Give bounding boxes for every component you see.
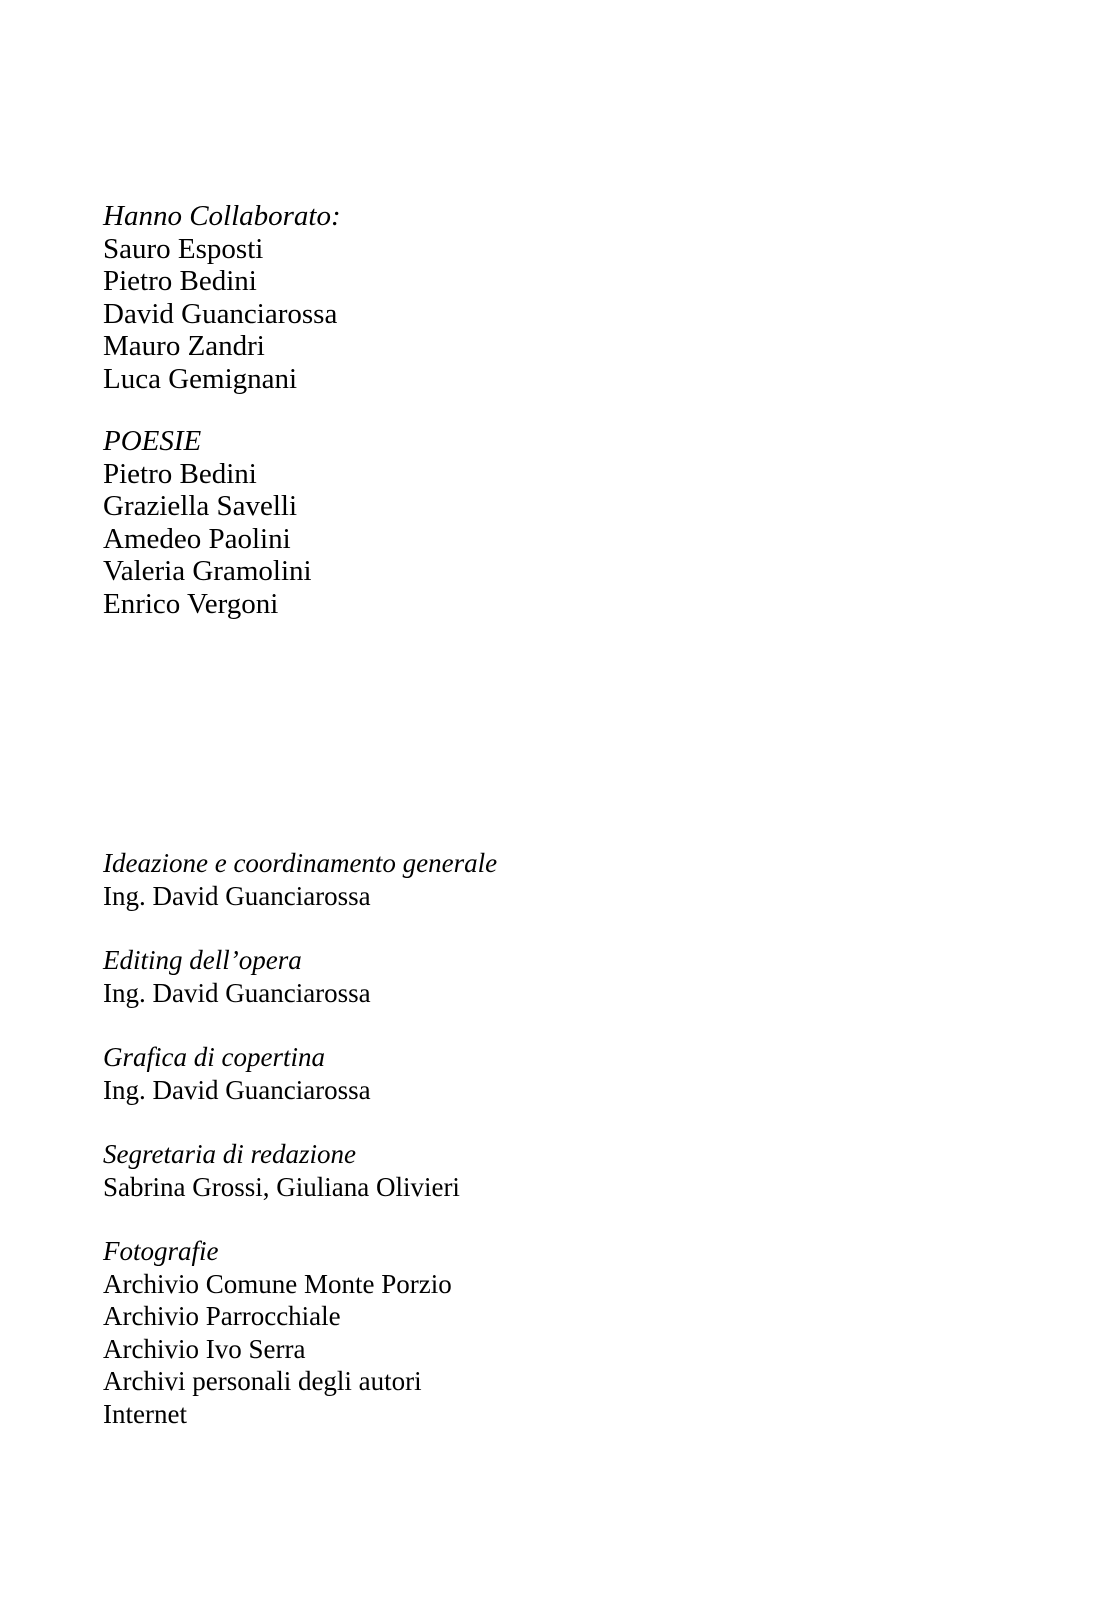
collaborator-name: David Guanciarossa bbox=[103, 297, 338, 330]
editing-heading: Editing dell’opera bbox=[103, 945, 302, 975]
poet-name: Graziella Savelli bbox=[103, 490, 298, 522]
editing-section bbox=[103, 944, 371, 1009]
ideation-heading: Ideazione e coordinamento generale bbox=[103, 848, 498, 878]
collaborators-section bbox=[103, 200, 341, 395]
photo-source: Archivio Parrocchiale bbox=[103, 1301, 341, 1331]
cover-heading: Grafica di copertina bbox=[103, 1042, 325, 1072]
collaborators-heading: Hanno Collaborato: bbox=[103, 200, 341, 232]
collaborator-name: Pietro Bedini bbox=[103, 265, 257, 297]
cover-value: Ing. David Guanciarossa bbox=[103, 1074, 371, 1105]
poet-name: Valeria Gramolini bbox=[103, 555, 312, 587]
secretary-section bbox=[103, 1138, 460, 1203]
collaborator-name: Sauro Esposti bbox=[103, 232, 264, 265]
poems-section bbox=[103, 425, 312, 620]
secretary-heading: Segretaria di redazione bbox=[103, 1139, 356, 1169]
poems-heading: POESIE bbox=[103, 425, 202, 457]
ideation-section bbox=[103, 847, 497, 912]
photo-source: Archivio Comune Monte Porzio bbox=[103, 1268, 452, 1299]
photo-source: Archivi personali degli autori bbox=[103, 1366, 422, 1396]
collaborator-name: Mauro Zandri bbox=[103, 330, 265, 362]
collaborator-name: Luca Gemignani bbox=[103, 362, 298, 395]
poet-name: Pietro Bedini bbox=[103, 457, 257, 490]
editing-value: Ing. David Guanciarossa bbox=[103, 977, 371, 1008]
photos-heading: Fotografie bbox=[103, 1236, 219, 1266]
ideation-value: Ing. David Guanciarossa bbox=[103, 880, 371, 911]
secretary-value: Sabrina Grossi, Giuliana Olivieri bbox=[103, 1171, 460, 1202]
photo-source: Archivio Ivo Serra bbox=[103, 1333, 306, 1364]
photo-source: Internet bbox=[103, 1398, 187, 1429]
cover-section bbox=[103, 1041, 371, 1106]
poet-name: Amedeo Paolini bbox=[103, 522, 291, 555]
photos-section bbox=[103, 1235, 452, 1430]
poet-name: Enrico Vergoni bbox=[103, 587, 279, 620]
